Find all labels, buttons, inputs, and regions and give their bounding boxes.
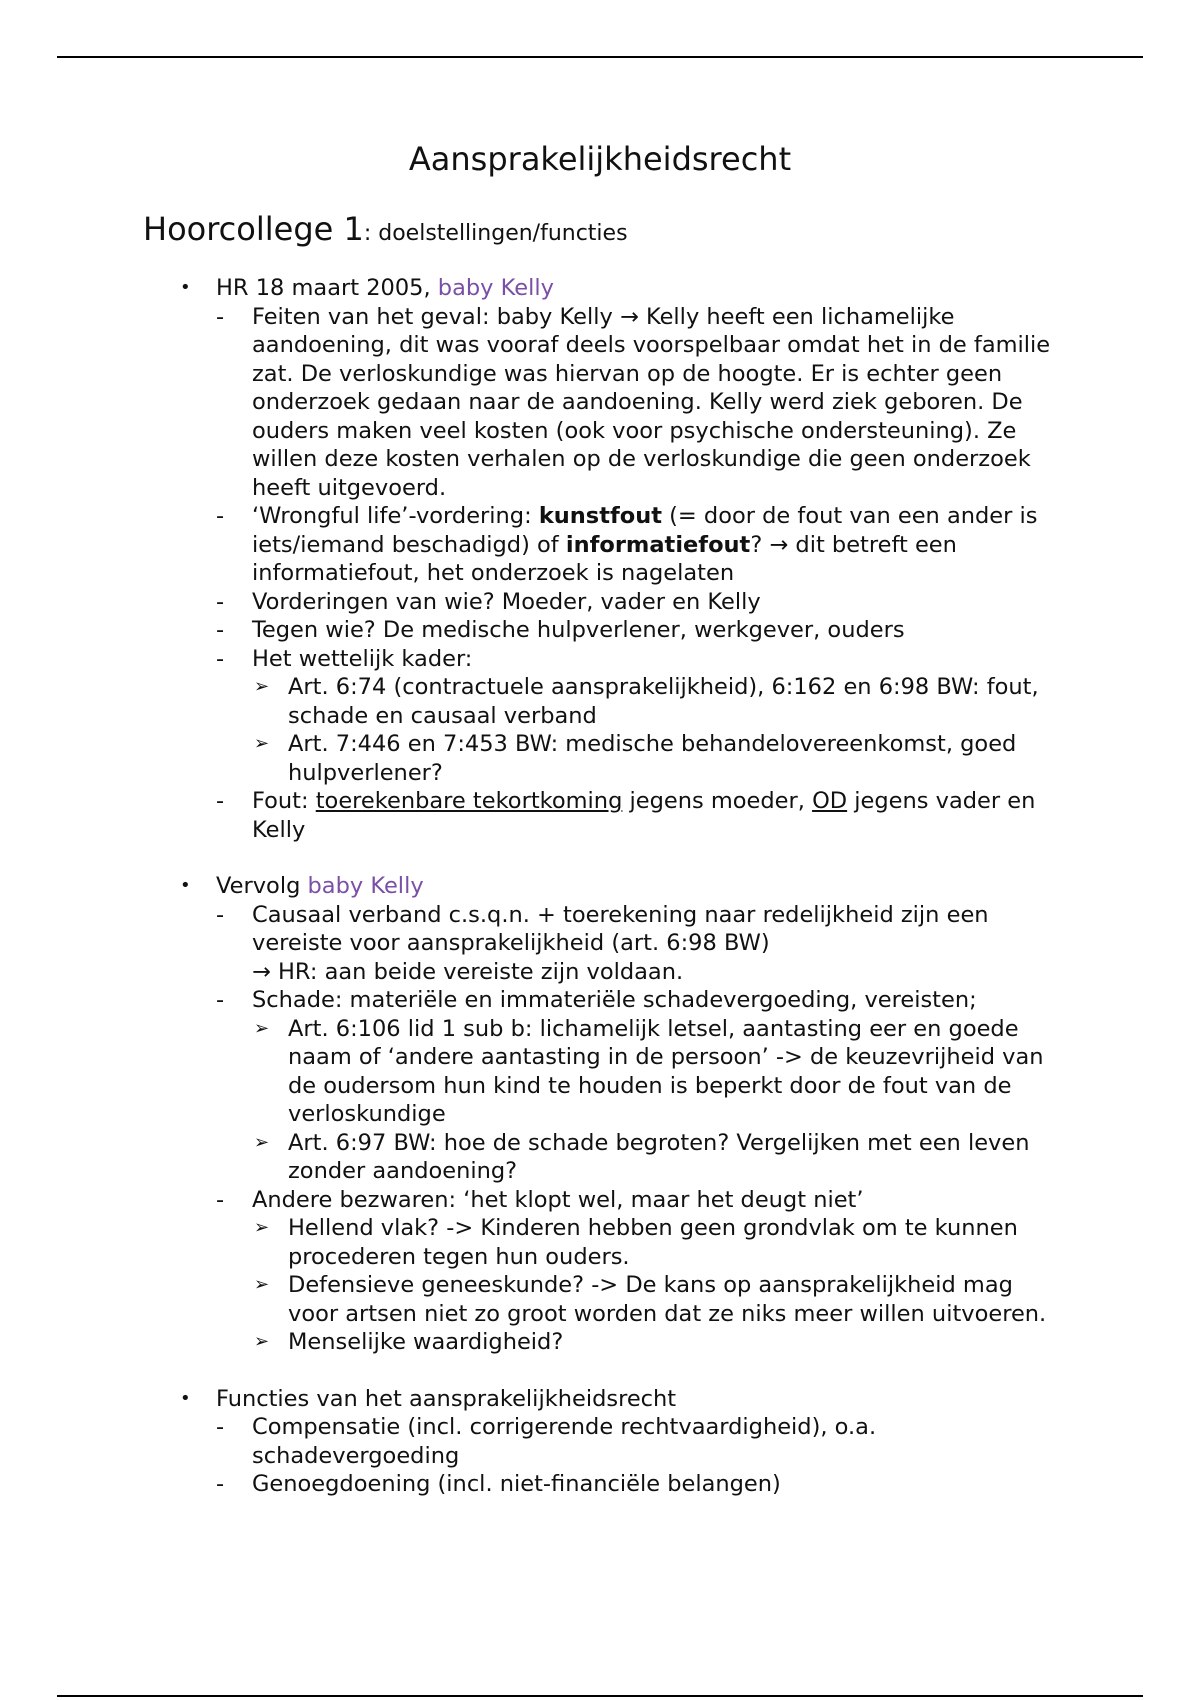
wrongful-text: (= door de fout van een ander is iets/iemand beschadigd) of [252, 503, 1038, 558]
list-item [254, 1328, 1058, 1357]
list-item [216, 1186, 1052, 1215]
lecture-heading-main: Hoorcollege 1 [143, 210, 364, 248]
arrow-bullet-icon: ➢ [254, 1017, 270, 1039]
top-rule [57, 56, 1143, 58]
case-name: baby Kelly [437, 275, 554, 301]
section-head: HR 18 maart 2005, [216, 275, 438, 301]
function-item: Compensatie (incl. corrigerende rechtvaardigheid), o.a. schadevergoeding [252, 1414, 877, 1469]
arrow-bullet-icon: ➢ [254, 1131, 270, 1153]
list-item [216, 787, 1052, 844]
list-item [254, 673, 1058, 730]
arrow-bullet-icon: ➢ [254, 1217, 270, 1238]
list-item [216, 303, 1052, 503]
dash-marker: - [216, 788, 225, 814]
wrongful-text: ‘Wrongful life’-vordering: [252, 503, 539, 529]
list-item [216, 616, 1052, 645]
lecture-heading [143, 210, 628, 248]
objection-item: Menselijke waardigheid? [288, 1329, 564, 1355]
list-item [254, 1129, 1058, 1186]
underlined-term: OD [812, 788, 848, 814]
fault-text: jegens moeder, [622, 788, 813, 814]
list-item [180, 1385, 1066, 1414]
list-item [216, 986, 1052, 1015]
document-title: Aansprakelijkheidsrecht [408, 140, 792, 178]
dash-marker: - [216, 588, 225, 615]
damage-item: Art. 6:97 BW: hoe de schade begroten? Vergelijken met een leven zonder aandoening? [288, 1129, 1030, 1184]
section-head: Vervolg [216, 873, 308, 899]
underlined-term: toerekenbare tekortkoming [315, 788, 623, 814]
list-item [254, 1015, 1058, 1129]
bullet-icon: • [180, 277, 191, 298]
list-item [254, 1214, 1058, 1271]
dash-marker: - [216, 901, 225, 928]
list-item [180, 274, 1066, 303]
list-item [216, 645, 1052, 674]
dash-marker: - [216, 617, 225, 643]
dash-marker: - [216, 987, 225, 1013]
arrow-bullet-icon: ➢ [254, 676, 270, 697]
case-facts: Feiten van het geval: baby Kelly → Kelly heeft een lichamelijke aandoening, dit was vooraf deels voorspelbaar omdat het in de familie zat. De verloskundige was hiervan op de hoogte. Er is echter geen onderzoek gedaan naar de aandoening. Kelly werd ziek geboren. De ouders maken veel kosten (ook voor psychische ondersteuning). Ze willen deze kosten verhalen op de verloskundige die geen onderzoek heeft uitgevoerd. [252, 303, 1051, 501]
objection-item: Defensieve geneeskunde? -> De kans op aansprakelijkheid mag voor artsen niet zo groot worden dat ze niks meer willen uitvoeren. [288, 1272, 1047, 1327]
damage: Schade: materiële en immateriële schadevergoeding, vereisten; [252, 987, 977, 1013]
arrow-bullet-icon: ➢ [254, 733, 270, 754]
causal-note: → HR: aan beide vereiste zijn voldaan. [252, 958, 684, 985]
arrow-bullet-icon: ➢ [254, 1331, 270, 1352]
list-item [180, 872, 1066, 901]
list-item [216, 901, 1052, 987]
list-item [216, 502, 1052, 588]
other-objections: Andere bezwaren: ‘het klopt wel, maar het deugt niet’ [252, 1186, 864, 1213]
legal-framework: Het wettelijk kader: [252, 645, 473, 672]
bottom-rule [57, 1695, 1143, 1697]
bold-term: informatiefout [565, 531, 751, 558]
damage-item: Art. 6:106 lid 1 sub b: lichamelijk letsel, aantasting eer en goede naam of ‘andere aantasting in de persoon’ -> de keuzevrijheid van de oudersom hun kind te houden is beperkt door de fout van de verloskundige [288, 1015, 1044, 1127]
framework-item: Art. 6:74 (contractuele aansprakelijkheid), 6:162 en 6:98 BW: fout, schade en causaal verband [288, 674, 1039, 729]
dash-marker: - [216, 1414, 225, 1440]
dash-marker: - [216, 303, 225, 330]
list-item [254, 730, 1058, 787]
function-item: Genoegdoening (incl. niet-financiële belangen) [252, 1471, 781, 1497]
claims-against: Tegen wie? De medische hulpverlener, werkgever, ouders [252, 617, 905, 643]
dash-marker: - [216, 645, 225, 672]
bullet-icon: • [180, 875, 191, 896]
list-item [254, 1271, 1058, 1328]
bullet-icon: • [180, 1387, 191, 1409]
section-head: Functies van het aansprakelijkheidsrecht [216, 1385, 677, 1412]
arrow-bullet-icon: ➢ [254, 1274, 270, 1295]
framework-item: Art. 7:446 en 7:453 BW: medische behandelovereenkomst, goed hulpverlener? [288, 731, 1017, 786]
causal-link: Causaal verband c.s.q.n. + toerekening naar redelijkheid zijn een vereiste voor aansprakelijkheid (art. 6:98 BW) [252, 901, 989, 956]
wrongful-text: ? → dit betreft een informatiefout, het onderzoek is nagelaten [252, 531, 957, 586]
fault-text: jegens vader en Kelly [252, 788, 1036, 843]
dash-marker: - [216, 1186, 225, 1213]
objection-item: Hellend vlak? -> Kinderen hebben geen grondvlak om te kunnen procederen tegen hun ouders. [288, 1215, 1018, 1270]
list-item [216, 1413, 1052, 1470]
fault-text: Fout: [252, 788, 316, 814]
lecture-heading-sub: : doelstellingen/functies [363, 221, 628, 246]
claims-by: Vorderingen van wie? Moeder, vader en Kelly [252, 588, 761, 615]
notes-body [0, 274, 1200, 1499]
list-item [216, 1470, 1052, 1499]
dash-marker: - [216, 503, 225, 529]
bold-term: kunstfout [538, 503, 662, 529]
dash-marker: - [216, 1471, 225, 1497]
case-name: baby Kelly [307, 873, 424, 899]
list-item [216, 588, 1052, 617]
